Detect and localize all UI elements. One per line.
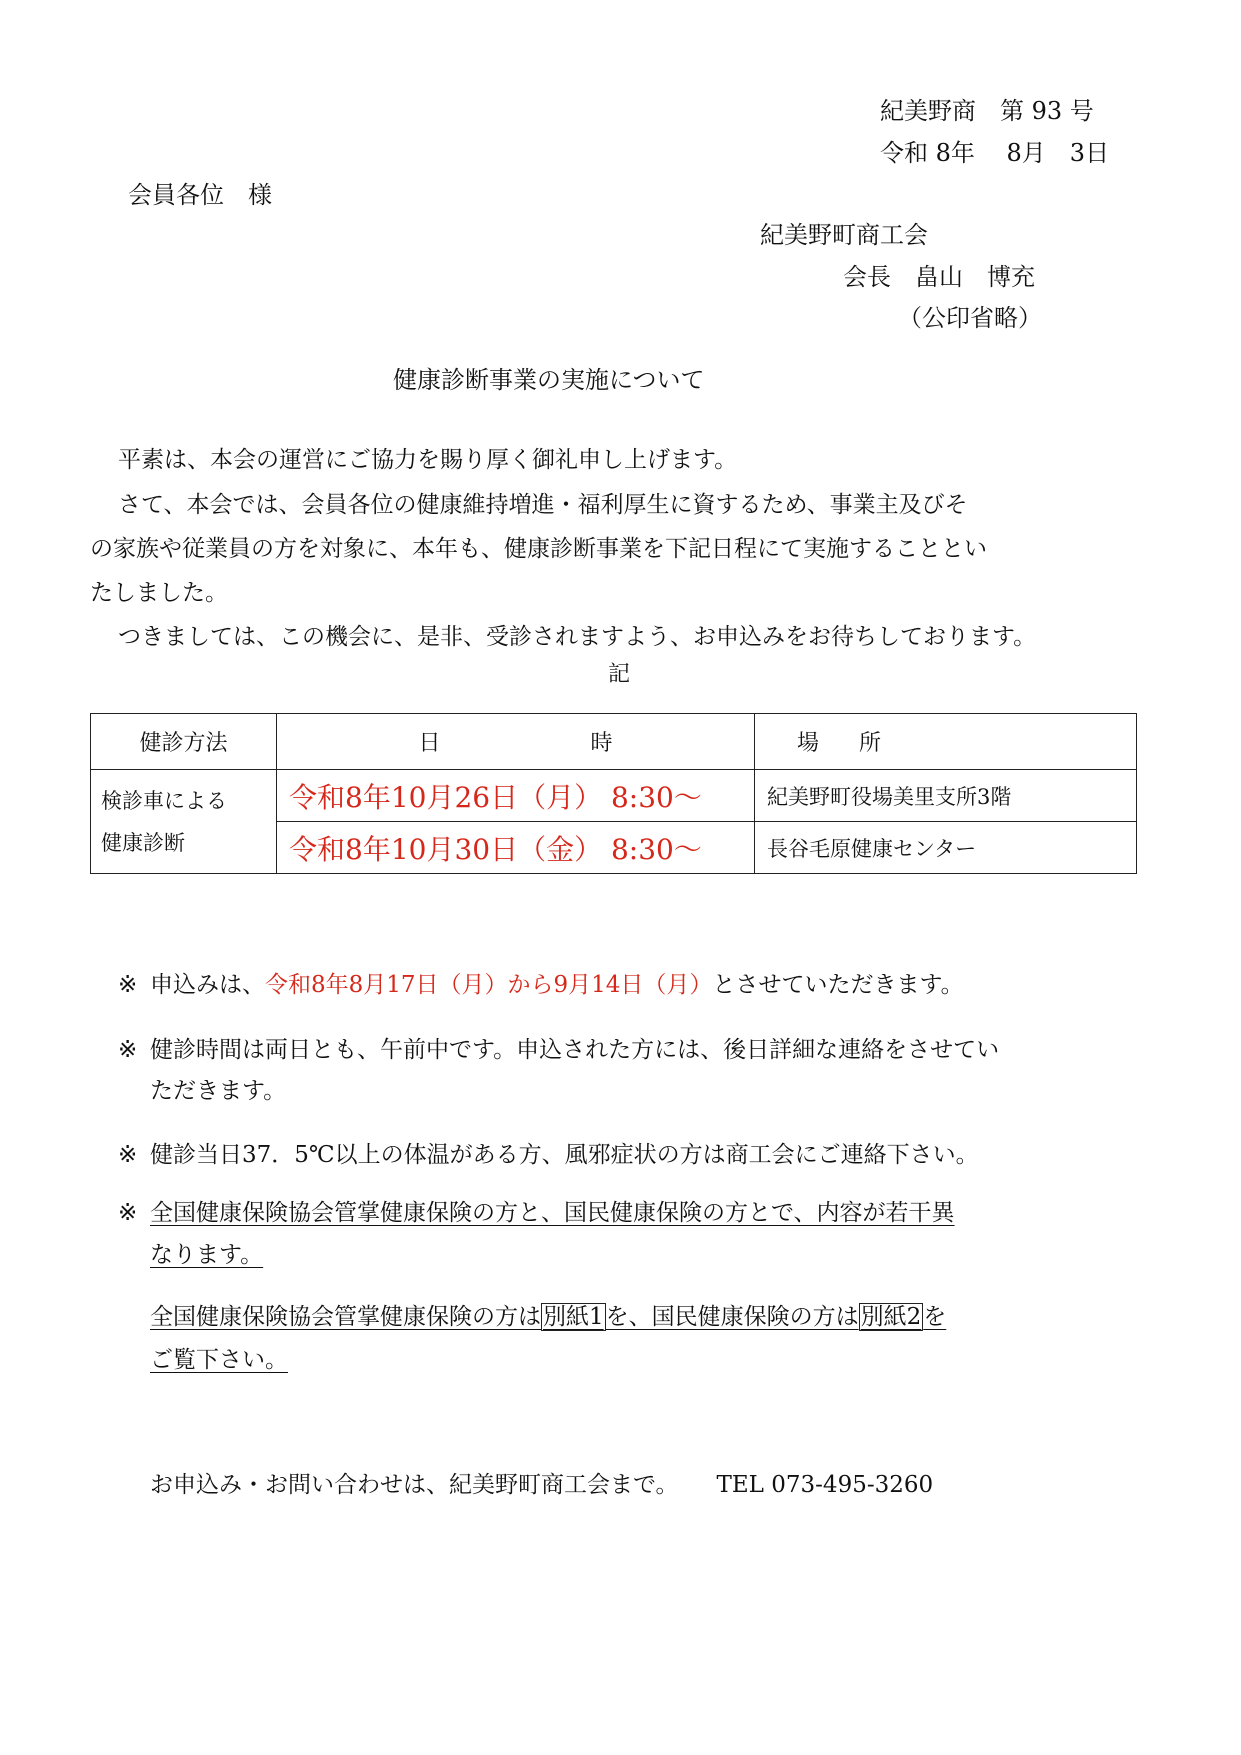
header-datetime [277,714,755,770]
note-1-suffix: とさせていただきます。 [712,972,964,998]
attachment-text-b: を、国民健康保険の方は [605,1304,859,1330]
place-cell: 長谷毛原健康センター [755,822,1137,874]
note-mark-1: ※ [118,972,138,998]
method-line-2: 健康診断 [101,830,185,855]
date-cell: 令和8年10月26日（月） 8:30～ [277,770,755,822]
note-attachment-line-1 [150,1302,946,1332]
note-content-diff-line-2: なります。 [150,1242,264,1268]
document-date: 令和 8年 8月 3日 [880,139,1110,167]
sender-name: 会長 畠山 博充 [843,263,1035,291]
note-mark-3: ※ [118,1142,138,1168]
table-row [91,770,1137,822]
contact-tel: TEL 073-495-3260 [716,1472,934,1498]
table-header-row [91,714,1137,770]
note-mark-2: ※ [118,1037,138,1063]
document-title: 健康診断事業の実施について [393,366,705,394]
note-time-line-2: ただきます。 [150,1078,287,1104]
seal-omitted-note: （公印省略） [898,304,1042,332]
body-line-3: の家族や従業員の方を対象に、本年も、健康診断事業を下記日程にて実施することとい [90,536,987,562]
body-line-1: 平素は、本会の運営にご協力を賜り厚く御礼申し上げます。 [118,447,738,473]
header-place [755,714,1137,770]
contact-text: お申込み・お問い合わせは、紀美野町商工会まで。 [150,1472,679,1498]
body-line-5: つきましては、この機会に、是非、受診されますよう、お申込みをお待ちしております。 [118,624,1037,650]
note-attachment-line-2: ご覧下さい。 [150,1347,288,1373]
place-cell: 紀美野町役場美里支所3階 [755,770,1137,822]
attachment-1-label: 別紙1 [543,1304,604,1330]
note-time-line-1: 健診時間は両日とも、午前中です。申込された方には、後日詳細な連絡をさせてい [150,1037,1000,1063]
note-application-period [150,970,964,1000]
attachment-text-a: 全国健康保険協会管掌健康保険の方は [150,1304,541,1330]
note-1-period: 令和8年8月17日（月）から9月14日（月） [265,972,713,998]
contact-line [150,1470,933,1500]
note-content-diff-line-1: 全国健康保険協会管掌健康保険の方と、国民健康保険の方とで、内容が若干異 [150,1200,955,1226]
addressee: 会員各位 様 [128,181,272,209]
method-cell [91,770,277,874]
header-date-char-1: 日 [418,731,441,756]
schedule-table [90,713,1137,874]
note-1-prefix: 申込みは、 [150,972,265,998]
attachment-2-label: 別紙2 [860,1304,922,1330]
note-mark-4: ※ [118,1200,138,1226]
header-date-char-2: 時 [590,731,613,756]
ki-marker: 記 [608,662,631,687]
note-temperature: 健診当日37．5℃以上の体温がある方、風邪症状の方は商工会にご連絡下さい。 [150,1142,979,1168]
body-line-2: さて、本会では、会員各位の健康維持増進・福利厚生に資するため、事業主及びそ [118,492,968,518]
attachment-text-c: を [923,1304,947,1330]
header-place-char-1: 場 [797,731,820,756]
date-cell: 令和8年10月30日（金） 8:30～ [277,822,755,874]
header-method: 健診方法 [91,714,277,770]
sender-organization: 紀美野町商工会 [760,221,928,249]
header-place-char-2: 所 [859,731,882,756]
method-line-1: 検診車による [101,788,227,813]
document-number: 紀美野商 第 93 号 [880,97,1094,125]
body-line-4: たしました。 [90,580,228,606]
